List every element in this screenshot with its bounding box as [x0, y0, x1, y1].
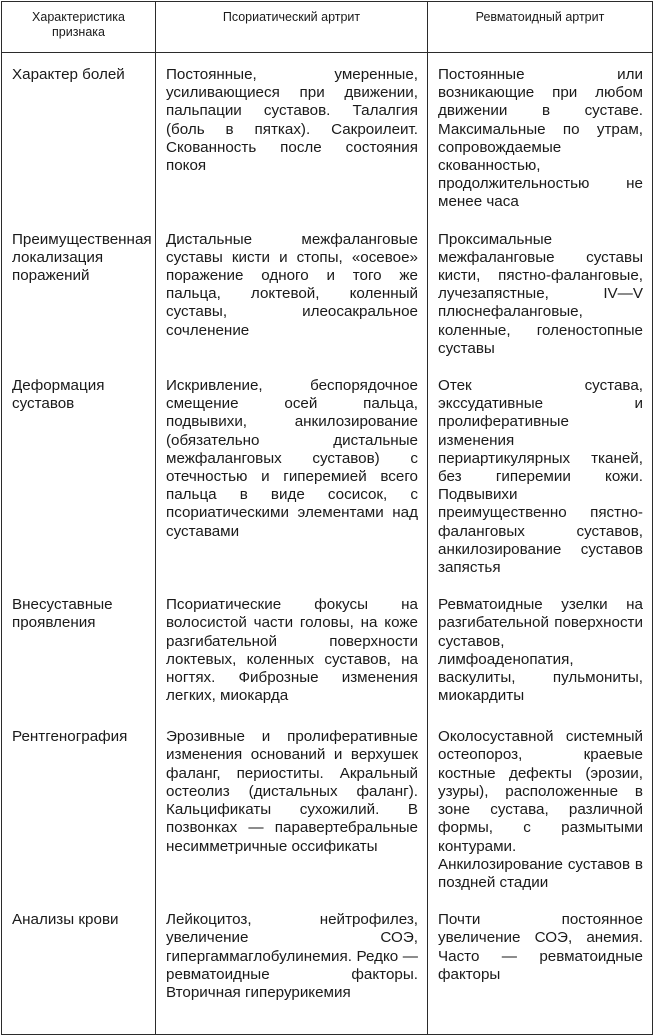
rheumatoid-cell: Почти постоянное увеличение СОЭ, анемия. Часто — ревматоидные факторы — [428, 898, 653, 1034]
psoriatic-cell: Лейкоцитоз, нейтрофилез, увеличение СОЭ, гипергаммаглобулинемия. Редко — ревматоидные факторы. Вторичная гиперурикемия — [156, 898, 428, 1034]
psoriatic-cell: Эрозивные и пролиферативные изменения оснований и верхушек фаланг, периоститы. Акральный остеолиз (дистальных фаланг). Кальцификаты сухожилий. В позвонках — паравертебральные несимметричные оссификаты — [156, 715, 428, 898]
table-row — [2, 364, 653, 583]
header-rheumatoid: Ревматоидный артрит — [428, 2, 653, 53]
comparison-table — [1, 1, 653, 1035]
table-row — [2, 53, 653, 218]
header-psoriatic: Псориатический артрит — [156, 2, 428, 53]
feature-cell: Характер болей — [2, 53, 156, 218]
header-feature: Характеристика признака — [2, 2, 156, 53]
feature-cell: Рентгенография — [2, 715, 156, 898]
header-row — [2, 2, 653, 53]
psoriatic-cell: Дистальные межфаланговые суставы кисти и стопы, «осевое» поражение одного и того же пальца, локтевой, коленный суставы, илеосакральное сочленение — [156, 218, 428, 364]
rheumatoid-cell: Проксимальные межфаланговые суставы кисти, пястно-фаланговые, лучезапястные, IV—V плюснефаланговые, коленные, голеностопные суставы — [428, 218, 653, 364]
table-row — [2, 583, 653, 715]
rheumatoid-cell: Отек сустава, экссудативные и пролиферативные изменения периартикулярных тканей, без гиперемии кожи. Подвывихи преимущественно пястно-фаланговых суставов, анкилозирование суставов запястья — [428, 364, 653, 583]
psoriatic-cell: Псориатические фокусы на волосистой части головы, на коже разгибательной поверхности локтевых, коленных суставов, на ногтях. Фиброзные изменения легких, миокарда — [156, 583, 428, 715]
feature-cell: Деформация суставов — [2, 364, 156, 583]
psoriatic-cell: Постоянные, умеренные, усиливающиеся при движении, пальпации суставов. Талалгия (боль в пятках). Сакроилеит. Скованность после состояния покоя — [156, 53, 428, 218]
feature-cell: Анализы крови — [2, 898, 156, 1034]
psoriatic-cell: Искривление, беспорядочное смещение осей пальца, подвывихи, анкилозирование (обязательно дистальные межфаланговых суставов) с отечностью и гиперемией всего пальца в виде сосисок, с псориатическими элементами над суставами — [156, 364, 428, 583]
rheumatoid-cell: Ревматоидные узелки на разгибательной поверхности суставов, лимфоаденопатия, васкулиты, пульмониты, миокардиты — [428, 583, 653, 715]
feature-cell: Преимущественная локализация поражений — [2, 218, 156, 364]
feature-cell: Внесуставные проявления — [2, 583, 156, 715]
rheumatoid-cell: Постоянные или возникающие при любом движении в суставе. Максимальные по утрам, сопровождаемые скованностью, продолжительностью не менее часа — [428, 53, 653, 218]
rheumatoid-cell: Околосуставной системный остеопороз, краевые костные дефекты (эрозии, узуры), расположенные в зоне сустава, различной формы, с размытыми контурами. Анкилозирование суставов в поздней стадии — [428, 715, 653, 898]
table-row — [2, 715, 653, 898]
table-row — [2, 898, 653, 1034]
table-row — [2, 218, 653, 364]
